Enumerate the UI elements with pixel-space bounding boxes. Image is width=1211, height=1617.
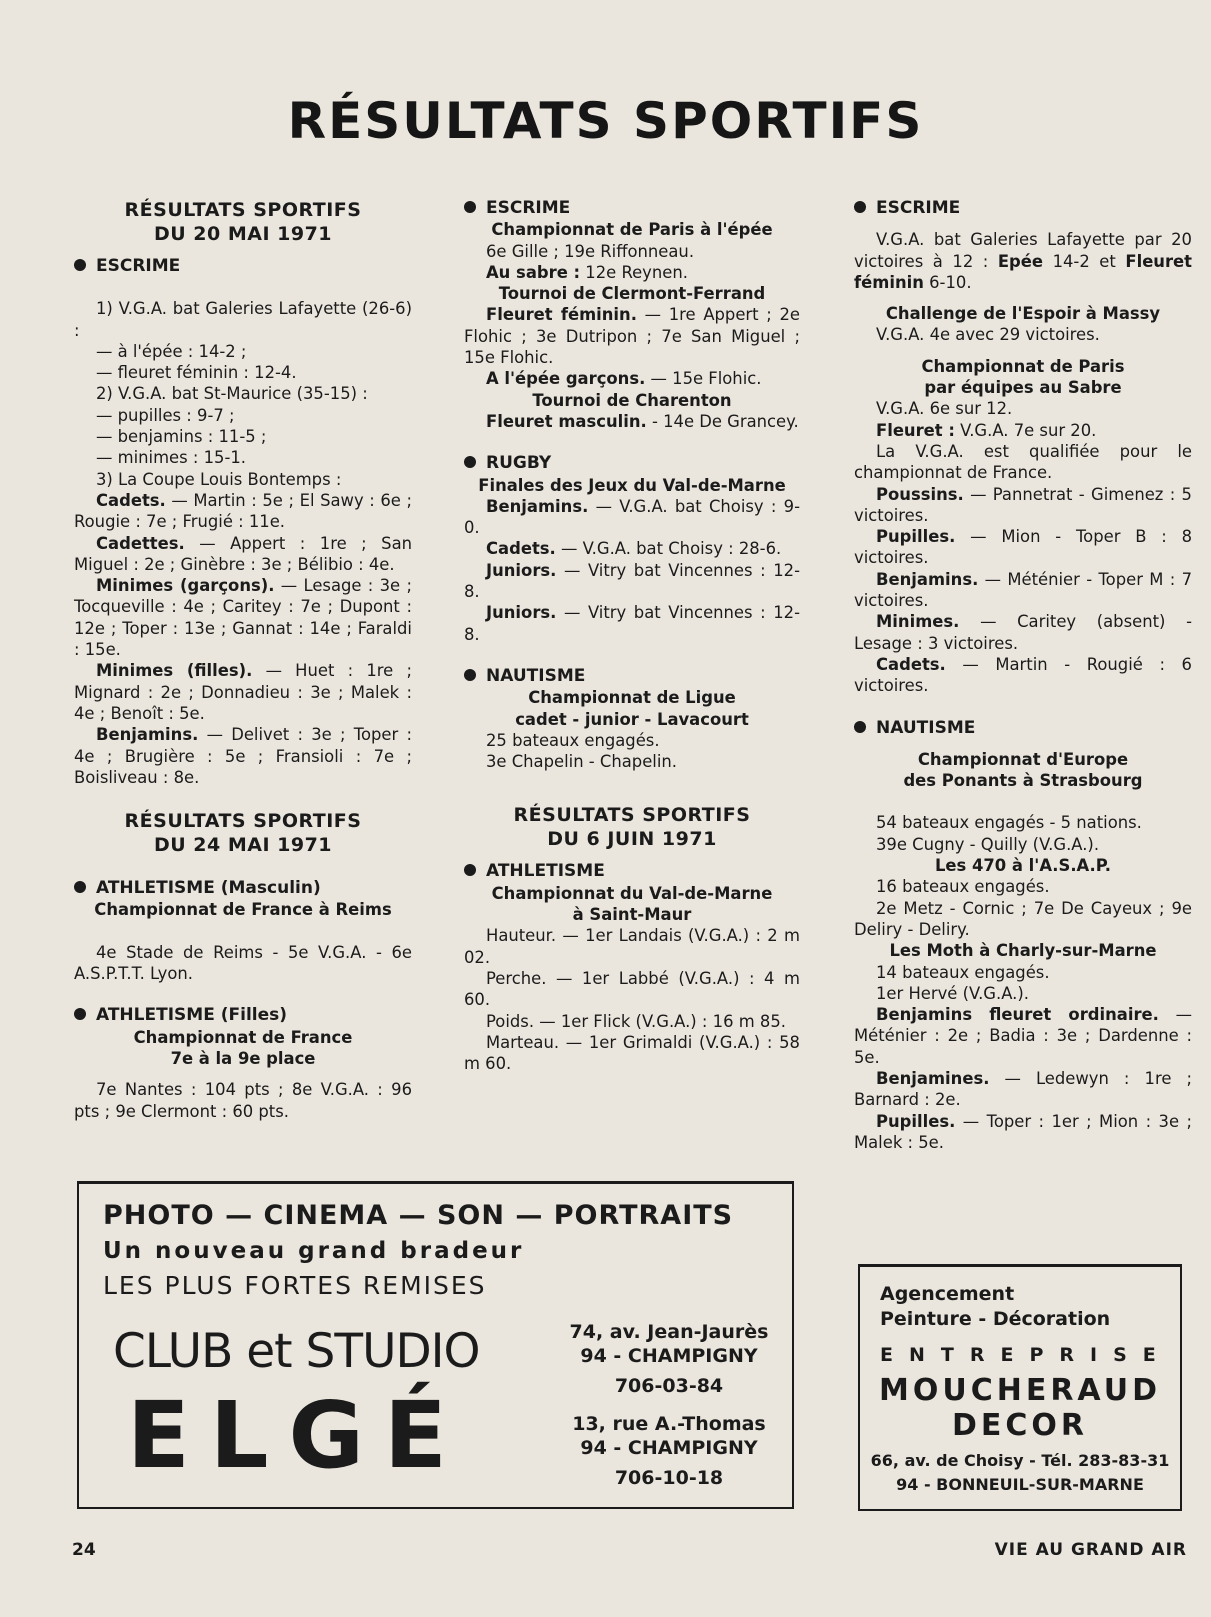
competition-subtitle: 7e à la 9e place [170,1048,316,1068]
column-2 [464,198,800,1074]
result-paragraph: Cadets. — Martin - Rougié : 6 victoires. [854,654,1192,696]
competition-title: Finales des Jeux du Val-de-Marne [478,475,786,495]
magazine-name: VIE AU GRAND AIR [994,1540,1187,1560]
section-date: DU 20 MAI 1971 [153,223,333,245]
ad-city: 94 - BONNEUIL-SUR-MARNE [896,1475,1144,1494]
result-paragraph: Benjamins. — V.G.A. bat Choisy : 9-0. [464,496,800,538]
bullet-icon [74,881,86,893]
result-line: 14 bateaux engagés. [876,962,1050,982]
result-line: — fleuret féminin : 12-4. [96,363,297,383]
sport-heading: ATHLETISME [464,861,800,882]
ad-company-name-2: DECOR [951,1408,1088,1443]
result-line: 25 bateaux engagés. [486,730,660,750]
bullet-icon [74,1008,86,1020]
competition-title: Challenge de l'Espoir à Massy [885,304,1161,324]
result-line: A l'épée garçons. — 15e Flohic. [486,369,762,389]
competition-title: Tournoi de Charenton [532,390,732,410]
result-line: Fleuret masculin. - 14e De Grancey. [486,411,799,431]
result-paragraph: Cadettes. — Appert : 1re ; San Miguel : 2e ; Ginèbre : 3e ; Bélibio : 4e. [74,533,413,574]
sport-heading: ESCRIME [854,198,1192,219]
bullet-icon [74,259,86,271]
result-line: 6e Gille ; 19e Riffonneau. [486,241,695,261]
ad-line: Peinture - Décoration [880,1308,1111,1330]
ad-subline: LES PLUS FORTES REMISES [103,1271,487,1300]
bullet-icon [854,721,866,733]
advertisement-decor [858,1264,1182,1511]
competition-title: Championnat du Val-de-Marne [491,883,773,903]
result-line: — benjamins : 11-5 ; [96,427,267,447]
result-paragraph: Minimes (filles). — Huet : 1re ; Mignard : 2e ; Donnadieu : 3e ; Malek : 4e ; Benoît : 5e. [74,661,412,723]
ad-shop-name: CLUB et STUDIO [113,1324,480,1379]
result-paragraph: 4e Stade de Reims - 5e V.G.A. - 6e A.S.P.T.T. Lyon. [74,942,412,984]
result-paragraph: Juniors. — Vitry bat Vincennes : 12-8. [464,560,801,602]
competition-subtitle: cadet - junior - Lavacourt [515,709,749,729]
ad-entreprise: ENTREPRISE [880,1344,1172,1366]
result-line: 39e Cugny - Quilly (V.G.A.). [876,834,1100,854]
bullet-icon [464,864,476,876]
sport-heading: RUGBY [464,453,800,474]
sport-heading: NAUTISME [854,718,1192,739]
competition-title: Tournoi de Clermont-Ferrand [498,284,766,304]
section-heading: RÉSULTATS SPORTIFS [124,199,362,221]
result-line: Au sabre : 12e Reynen. [486,262,688,282]
result-paragraph: V.G.A. bat Galeries Lafayette par 20 victoires à 12 : Epée 14-2 et Fleuret féminin 6-10. [854,230,1193,292]
result-line: 54 bateaux engagés - 5 nations. [876,813,1142,833]
sport-heading: ATHLETISME (Filles) [74,1005,412,1026]
result-paragraph: 7e Nantes : 104 pts ; 8e V.G.A. : 96 pts ; 9e Clermont : 60 pts. [74,1080,412,1121]
result-paragraph: Perche. — 1er Labbé (V.G.A.) : 4 m 60. [464,968,800,1010]
bullet-icon [464,669,476,681]
advertisement-photo-shop [77,1181,794,1509]
section-date: DU 6 JUIN 1971 [547,828,717,851]
result-line: 16 bateaux engagés. [876,877,1050,897]
result-paragraph: Benjamins fleuret ordinaire. — Méténier : 2e ; Badia : 3e ; Dardenne : 5e. [854,1005,1192,1067]
result-line: V.G.A. 6e sur 12. [876,399,1013,419]
result-paragraph: Fleuret féminin. — 1re Appert ; 2e Flohic ; 3e Dutripon ; 7e San Miguel ; 15e Flohic. [464,305,800,368]
column-3 [854,198,1192,1153]
competition-title: Championnat de Ligue [528,688,736,708]
competition-title: Championnat de France [133,1027,353,1047]
section-date: DU 24 MAI 1971 [153,834,333,857]
result-paragraph: Benjamines. — Ledewyn : 1re ; Barnard : 2e. [854,1068,1193,1110]
result-line: 2) V.G.A. bat St-Maurice (35-15) : [96,384,368,404]
result-paragraph: Cadets. — V.G.A. bat Choisy : 28-6. [486,539,782,559]
ad-address-2: 13, rue A.-Thomas 94 - CHAMPIGNY 706-10-18 [572,1413,766,1489]
result-line: 3e Chapelin - Chapelin. [486,752,677,772]
sport-heading: NAUTISME [464,666,800,687]
result-line: — minimes : 15-1. [96,448,247,468]
result-paragraph: Pupilles. — Toper : 1er ; Mion : 3e ; Malek : 5e. [854,1111,1192,1152]
bullet-icon [464,201,476,213]
ad-address: 66, av. de Choisy - Tél. 283-83-31 [870,1451,1170,1470]
ad-headline: PHOTO — CINEMA — SON — PORTRAITS [103,1200,734,1231]
result-line: 3) La Coupe Louis Bontemps : [96,469,342,489]
ad-company-name: MOUCHERAUD [879,1373,1161,1408]
competition-subtitle: des Ponants à Strasbourg [903,771,1143,791]
sport-heading: ATHLETISME (Masculin) [74,878,412,899]
result-line: 1) V.G.A. bat Galeries Lafayette (26-6) : [74,299,412,340]
result-line: Fleuret : V.G.A. 7e sur 20. [876,420,1097,440]
page-number: 24 [72,1540,96,1560]
competition-title: Championnat de France à Reims [94,900,392,920]
sport-heading: ESCRIME [74,256,412,277]
sport-heading: ESCRIME [464,198,800,219]
competition-title: Les 470 à l'A.S.A.P. [934,856,1112,876]
result-line: V.G.A. 4e avec 29 victoires. [876,325,1100,345]
bullet-icon [464,456,476,468]
result-paragraph: Cadets. — Martin : 5e ; El Sawy : 6e ; Rougie : 7e ; Frugié : 11e. [74,490,413,532]
result-paragraph: Hauteur. — 1er Landais (V.G.A.) : 2 m 02. [464,926,800,967]
ad-tagline: Un nouveau grand bradeur [103,1238,525,1264]
section-heading: RÉSULTATS SPORTIFS [513,804,751,827]
result-paragraph: La V.G.A. est qualifiée pour le championnat de France. [854,441,1192,483]
result-line: 1er Hervé (V.G.A.). [876,983,1029,1003]
ad-line: Agencement [880,1283,1015,1305]
competition-subtitle: par équipes au Sabre [924,378,1122,398]
competition-title: Championnat de Paris [921,356,1125,376]
result-paragraph: Benjamins. — Delivet : 3e ; Toper : 4e ; Brugière : 5e ; Fransioli : 7e ; Boisliveau : 8e. [74,725,412,787]
result-paragraph: Juniors. — Vitry bat Vincennes : 12-8. [464,603,801,644]
result-line: — pupilles : 9-7 ; [96,405,235,425]
section-heading: RÉSULTATS SPORTIFS [124,810,362,833]
result-paragraph: Minimes. — Caritey (absent) - Lesage : 3 victoires. [854,612,1192,653]
competition-title: Championnat de Paris à l'épée [491,220,773,240]
competition-title: Championnat d'Europe [917,749,1129,769]
result-line: — à l'épée : 14-2 ; [96,341,247,361]
result-paragraph: Pupilles. — Mion - Toper B : 8 victoires. [854,527,1192,568]
result-paragraph: Benjamins. — Méténier - Toper M : 7 victoires. [854,569,1193,611]
ad-brand-logo: ELGÉ [127,1382,467,1489]
result-paragraph: Poussins. — Pannetrat - Gimenez : 5 victoires. [854,484,1192,525]
result-paragraph: Poids. — 1er Flick (V.G.A.) : 16 m 85. [486,1011,786,1031]
result-paragraph: Minimes (garçons). — Lesage : 3e ; Tocqueville : 4e ; Caritey : 7e ; Dupont : 12e ; Toper : 13e ; Gannat : 14e ; Faraldi : 15e. [74,576,412,660]
result-paragraph: 2e Metz - Cornic ; 7e De Cayeux ; 9e Deliry - Deliry. [854,898,1192,939]
page-title: RÉSULTATS SPORTIFS [287,92,924,150]
competition-subtitle: à Saint-Maur [572,905,692,925]
column-1 [74,198,412,1122]
ad-address-1: 74, av. Jean-Jaurès 94 - CHAMPIGNY 706-03-84 [569,1321,769,1397]
competition-title: Les Moth à Charly-sur-Marne [889,941,1157,961]
bullet-icon [854,201,866,213]
result-paragraph: Marteau. — 1er Grimaldi (V.G.A.) : 58 m 60. [464,1032,800,1074]
